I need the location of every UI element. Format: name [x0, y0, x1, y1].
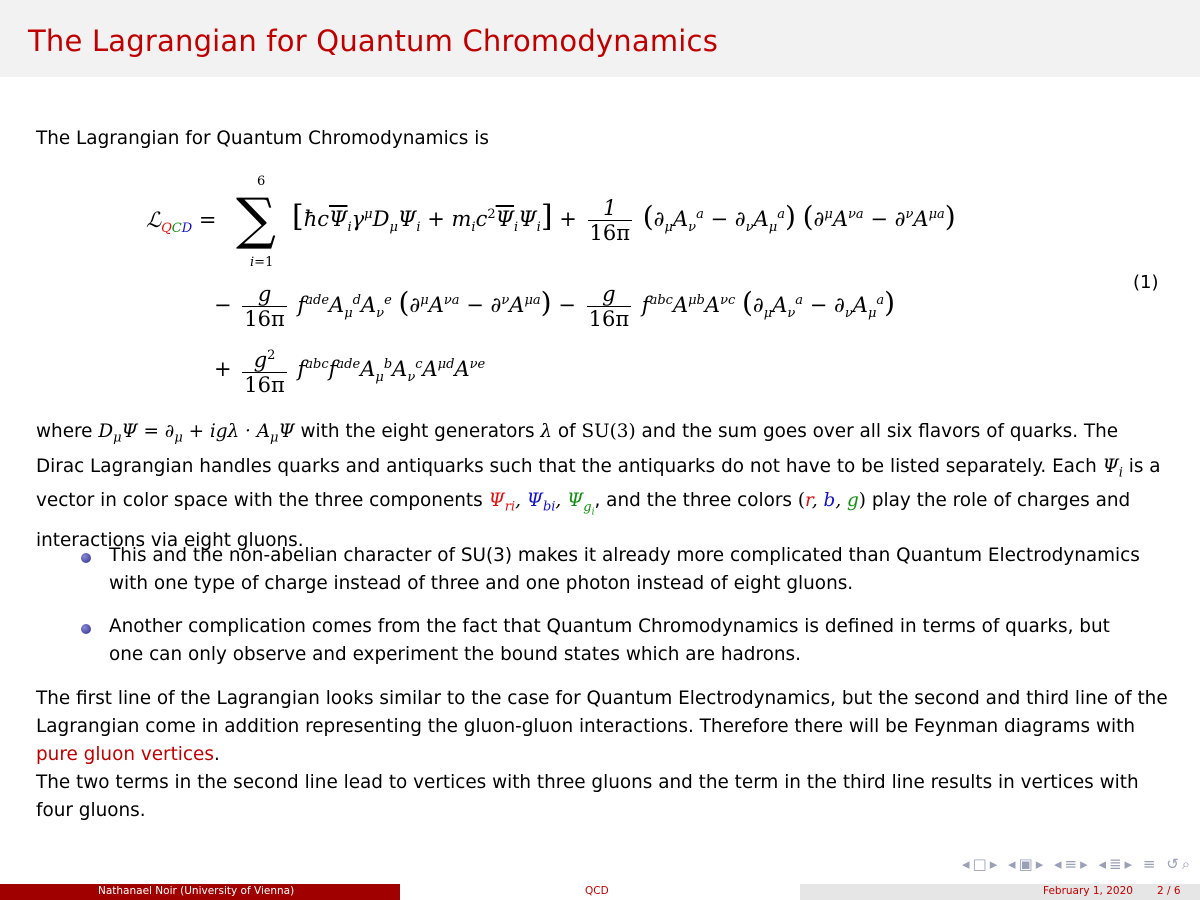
nav-prev-frame-icon[interactable]: ◂□▸ — [962, 855, 1001, 873]
equation-line-3: + $\frac{g^2}{16\pi}$ $f^{abc}f^{ade}A_\mu^bA_\nu^cA^{\mu d}A^{\nu e}$ — [214, 344, 485, 397]
sum-upper-limit: 6 — [257, 174, 266, 189]
su3-group: SU(3) — [581, 421, 636, 442]
footer-author-box — [0, 884, 400, 900]
nav-appendix-icon[interactable]: ◂≣▸ — [1098, 855, 1136, 873]
beamer-nav-symbols — [962, 855, 1193, 873]
where-text-1: where — [36, 421, 99, 442]
psi-i-symbol: $\Psi_i$ — [1102, 455, 1123, 481]
equation-line-2: − $\frac{g}{16\pi}$ $f^{ade}A_\mu^dA_\nu^e$ $(\partial^\mu A^{\nu a} - \partial^\nu A^{\mu a})$ − $\frac{g}{16\pi}$ $f^{abc}A^{\mu b}A^{\nu c}$ $(\partial_\mu A_\nu^a - \partial_\nu A_\mu^a)$ — [214, 282, 896, 331]
footer-date: February 1, 2020 — [1043, 885, 1133, 897]
closing-text-2: . — [213, 744, 220, 765]
footer-author: Nathanael Noir (University of Vienna) — [98, 885, 295, 897]
lagrangian-lhs: ℒ$_{QCD}$ = — [146, 208, 217, 237]
closing-text-1: The first line of the Lagrangian looks similar to the case for Quantum Electrodynamics, but the second and third line of the Lagrangian come in addition representing the gluon-gluon interactions. Therefore there will be Feynman diagrams with — [36, 688, 1168, 737]
closing-text-3: The two terms in the second line lead to vertices with three gluons and the term in the third line results in vertices with four gluons. — [36, 772, 1139, 821]
bullet-marker — [81, 624, 91, 634]
bullet-item-quarks: Another complication comes from the fact that Quantum Chromodynamics is defined in terms of quarks, but one can only observe and experiment the bound states which are hadrons. — [109, 616, 1110, 665]
footer-date-box — [800, 884, 1200, 900]
intro-text: The Lagrangian for Quantum Chromodynamics is — [36, 128, 489, 149]
equation-line-1: $[ħc\overline{\Psi}_i\gamma^\mu D_\mu\Psi_i + m_ic^2\overline{\Psi}_i\Psi_i]$ + $\frac{1}{16\pi}$ $(\partial_\mu A_\nu^a - \partial_\nu A_\mu^a) (\partial^\mu A^{\nu a} - \partial^\nu A^{\mu a})$ — [292, 196, 956, 245]
where-text-3: of — [552, 421, 582, 442]
where-text-4: and the sum goes over all six flavors of quarks. The Dirac Lagrangian handles quarks and antiquarks such that the antiquarks do not have to be listed separately. Each — [36, 421, 1119, 477]
where-text-7: play the role of charges and interactions via eight gluons. — [36, 490, 1131, 551]
pure-gluon-vertices-highlight: pure gluon vertices — [36, 744, 214, 765]
sum-lower-limit: i=1 — [250, 255, 274, 270]
footer-short-title: QCD — [585, 885, 609, 897]
footer-bar — [0, 884, 1200, 900]
footer-page-number: 2 / 6 — [1157, 885, 1181, 897]
nav-prev-subsection-icon[interactable]: ◂▣▸ — [1008, 855, 1047, 873]
covariant-derivative-expr: $D_\mu\Psi = \partial_\mu + ig\lambda \cdot A_\mu\Psi$ — [98, 421, 295, 446]
nav-search-icon[interactable]: ↺⌕ — [1166, 855, 1194, 873]
color-tuple: (r, b, g) — [797, 490, 866, 512]
slide-title: The Lagrangian for Quantum Chromodynamics — [28, 24, 718, 58]
footer-title-box — [400, 884, 800, 900]
bullet-marker — [81, 553, 91, 563]
color-components: $\Psi_{ri}$, $\Psi_{bi}$, $\Psi_{g_i}$ — [488, 490, 595, 518]
closing-paragraph — [36, 685, 1171, 825]
equation-number: (1) — [1133, 272, 1159, 293]
lambda-symbol: λ — [540, 421, 553, 442]
frame-title-bar — [0, 0, 1200, 77]
where-paragraph — [36, 418, 1171, 555]
where-text-5: is a vector in color space with the three components — [36, 455, 1161, 512]
nav-align-icon[interactable]: ≡ — [1142, 855, 1159, 873]
nav-prev-section-icon[interactable]: ◂≡▸ — [1054, 855, 1091, 873]
where-text-6: , and the three colors — [594, 490, 798, 512]
sum-symbol: ∑ — [236, 187, 276, 252]
where-text-2: with the eight generators — [294, 421, 541, 442]
bullet-item-su3: This and the non-abelian character of SU(3) makes it already more complicated than Quantum Electrodynamics with one type of charge instead of three and one photon instead of eight gluons. — [109, 545, 1140, 594]
